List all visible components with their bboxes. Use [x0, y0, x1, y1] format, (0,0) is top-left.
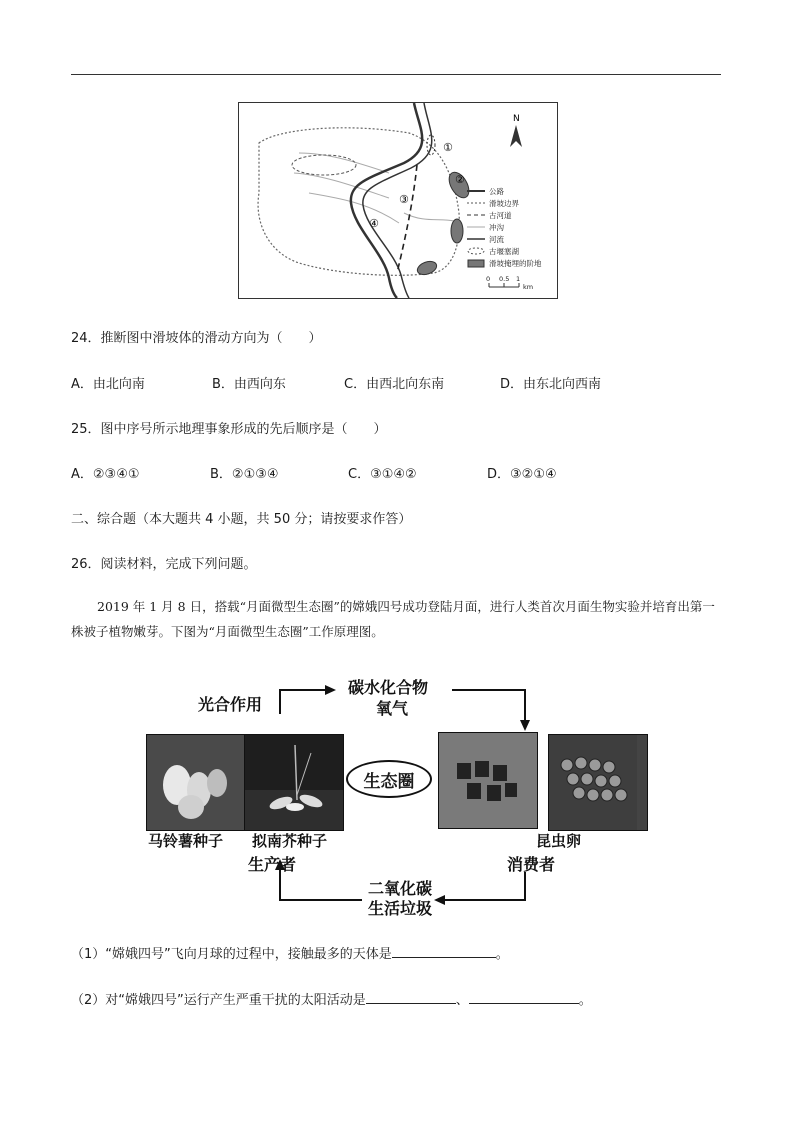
- carbohydrate-label: 碳水化合物: [348, 678, 429, 697]
- sub-question-1-text: （1）“嫦娥四号”飞向月球的过程中，接触最多的天体是: [71, 947, 392, 962]
- producer-label: 生产者: [248, 855, 297, 874]
- sub-question-2-sep: 、: [455, 993, 469, 1008]
- option-d: D．③②①④: [487, 467, 557, 482]
- potato-image: [147, 735, 245, 830]
- sub-question-2-end: 。: [578, 993, 592, 1008]
- option-c: C．③①④②: [348, 467, 417, 482]
- insect-egg-label: 昆虫卵: [536, 832, 582, 850]
- landslide-map: [238, 102, 558, 299]
- photosynthesis-label: 光合作用: [198, 695, 263, 714]
- question-25: 25．图中序号所示地理事象形成的先后顺序是（ ）: [71, 422, 387, 437]
- legend-road: 公路: [489, 187, 504, 196]
- landslide-map-graphic: [239, 103, 557, 298]
- legend-lake: 古堰塞湖: [489, 247, 519, 256]
- map-label-3: ③: [399, 193, 409, 206]
- legend-channel: 古河道: [489, 211, 512, 220]
- ecosphere-bubble: 生态圈: [346, 760, 432, 798]
- section-heading: 二、综合题（本大题共 4 小题，共 50 分；请按要求作答）: [71, 512, 412, 527]
- potato-photo: [146, 734, 246, 831]
- sub-question-1-end: 。: [495, 947, 509, 962]
- option-a: A．②③④①: [71, 467, 140, 482]
- insect-image-2: [549, 735, 637, 830]
- insect-photo-2: [548, 734, 648, 831]
- scale-0: 0: [486, 275, 491, 283]
- legend-boundary: 滑坡边界: [489, 199, 519, 208]
- sub-question-1: [71, 943, 509, 962]
- answer-blank-2b[interactable]: [469, 989, 579, 1004]
- option-b: B．由西向东: [212, 377, 286, 392]
- option-b: B．②①③④: [210, 467, 279, 482]
- option-a: A．由北向南: [71, 377, 145, 392]
- material-paragraph: [71, 594, 723, 644]
- map-label-4: ④: [369, 217, 379, 230]
- sub-question-2: [71, 989, 592, 1008]
- arabidopsis-label: 拟南芥种子: [252, 832, 328, 850]
- oxygen-label: 氧气: [376, 699, 409, 718]
- arabidopsis-image: [245, 735, 343, 830]
- header-rule: [71, 74, 721, 75]
- sub-question-2-text: （2）对“嫦娥四号”运行产生严重干扰的太阳活动是: [71, 993, 366, 1008]
- ecosphere-diagram: [140, 672, 640, 917]
- legend-terrace: 滑坡掩埋的阶地: [489, 259, 542, 268]
- answer-blank-1[interactable]: [392, 943, 496, 958]
- waste-label: 生活垃圾: [368, 899, 433, 918]
- scale-1: 1: [516, 275, 521, 283]
- north-label: N: [513, 114, 520, 124]
- scale-unit: km: [523, 283, 534, 291]
- potato-label: 马铃薯种子: [148, 832, 224, 850]
- legend-gully: 冲沟: [489, 223, 504, 232]
- arabidopsis-photo: [244, 734, 344, 831]
- insect-photo-1: [438, 732, 538, 829]
- option-c: C．由西北向东南: [344, 377, 445, 392]
- option-d: D．由东北向西南: [500, 377, 602, 392]
- question-26: 26．阅读材料，完成下列问题。: [71, 557, 257, 572]
- map-label-1: ①: [443, 141, 453, 154]
- insect-image-1: [439, 733, 537, 828]
- material-text: 2019 年 1 月 8 日，搭载“月面微型生态圈”的嫦娥四号成功登陆月面，进行人类首次月面生物实验并培育出第一株被子植物嫩芽。下图为“月面微型生态圈”工作原理图。: [71, 599, 715, 639]
- answer-blank-2a[interactable]: [366, 989, 456, 1004]
- co2-label: 二氧化碳: [368, 879, 433, 898]
- consumer-label: 消费者: [507, 855, 556, 874]
- scale-05: 0.5: [499, 275, 510, 283]
- legend-river: 河流: [489, 235, 504, 244]
- question-24: 24．推断图中滑坡体的滑动方向为（ ）: [71, 331, 322, 346]
- map-label-2: ②: [455, 173, 465, 186]
